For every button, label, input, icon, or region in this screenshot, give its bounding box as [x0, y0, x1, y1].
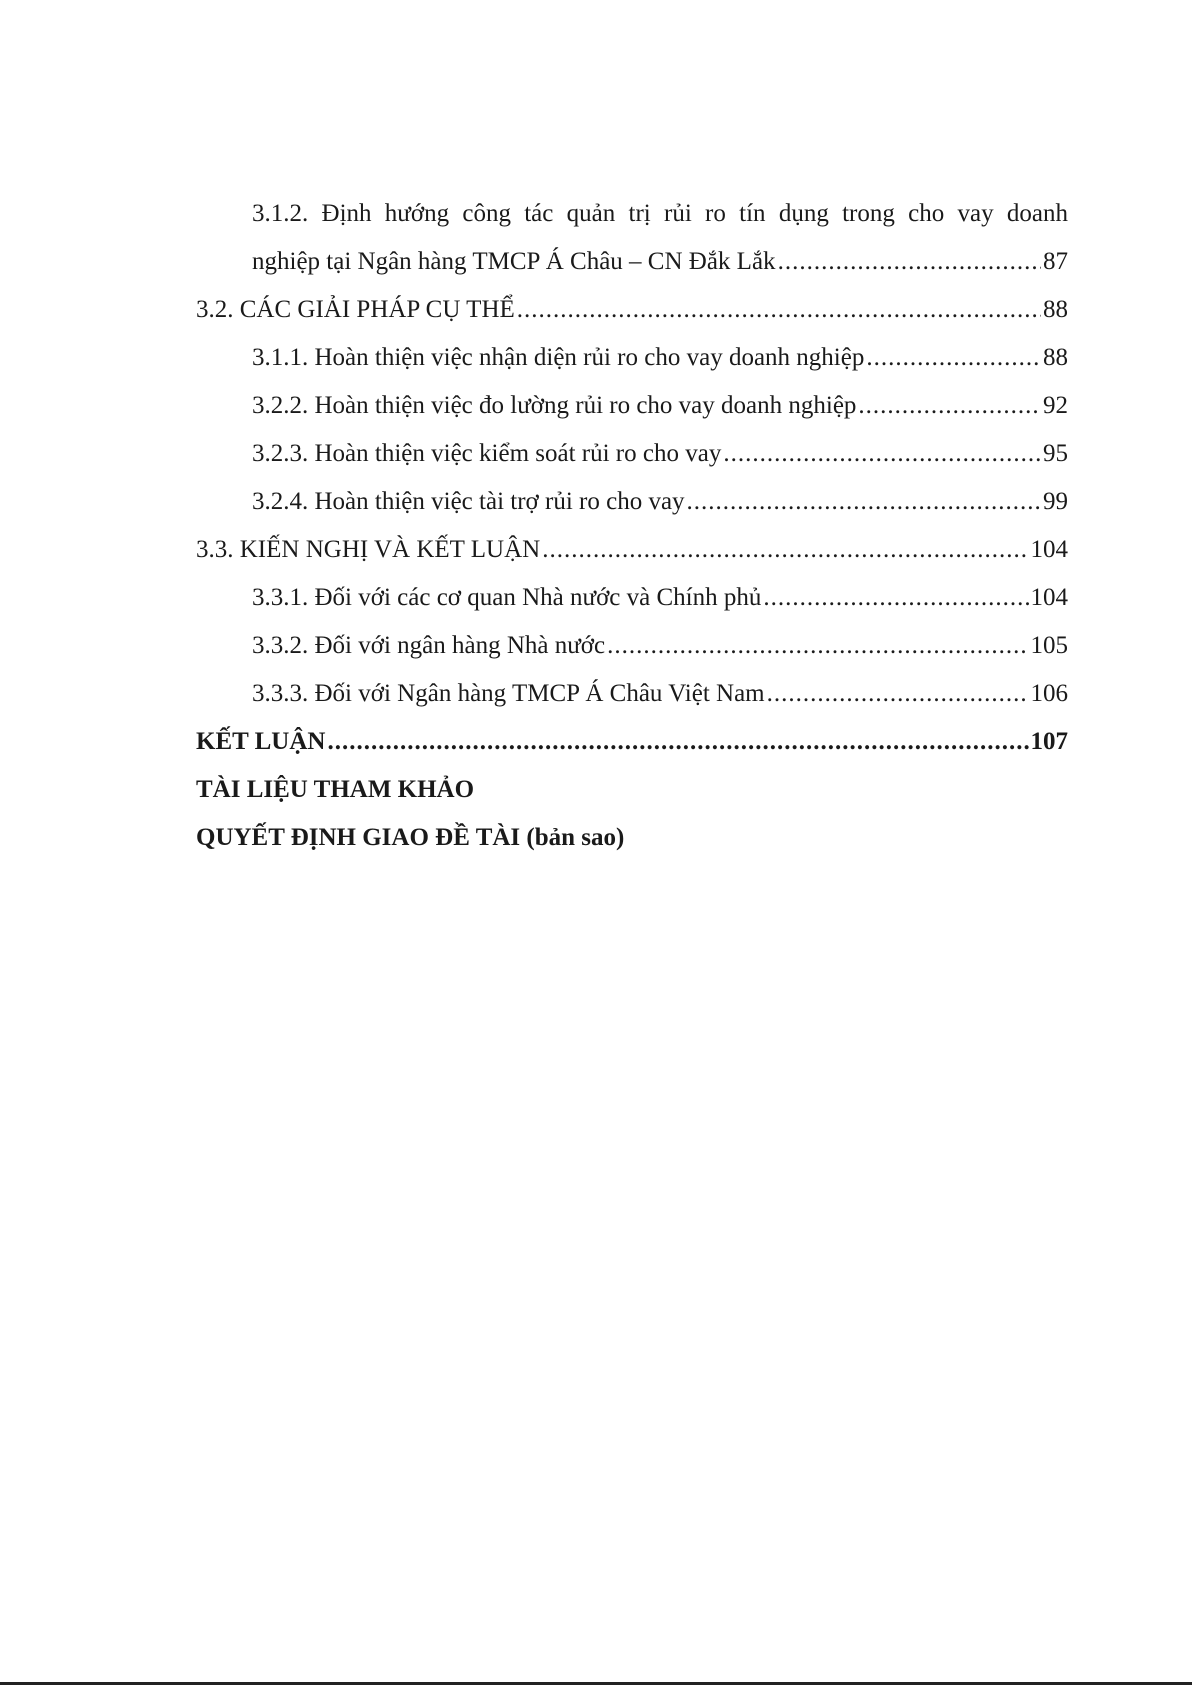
toc-entry-title-line2: nghiệp tại Ngân hàng TMCP Á Châu – CN Đắk Lắk	[252, 248, 776, 275]
toc-entry-3-3-3[interactable]	[196, 670, 1068, 718]
toc-entry-3-3[interactable]	[196, 526, 1068, 574]
toc-entry-3-2-3[interactable]	[196, 430, 1068, 478]
toc-entry-title: TÀI LIỆU THAM KHẢO	[196, 776, 475, 803]
toc-entry-title: 3.1.1. Hoàn thiện việc nhận diện rủi ro cho vay doanh nghiệp	[252, 344, 865, 371]
toc-entry-title: 3.2.3. Hoàn thiện việc kiểm soát rủi ro cho vay	[252, 440, 722, 467]
toc-page-number: 99	[1043, 488, 1068, 515]
toc-entry-title: KẾT LUẬN	[196, 728, 326, 755]
toc-page-number: 95	[1043, 440, 1068, 467]
toc-entry-title: QUYẾT ĐỊNH GIAO ĐỀ TÀI (bản sao)	[196, 824, 625, 851]
toc-entry-3-1-2-cont[interactable]	[196, 238, 1068, 286]
toc-leader-dots	[866, 334, 1041, 382]
toc-entry-title: 3.2. CÁC GIẢI PHÁP CỤ THỂ	[196, 296, 515, 323]
toc-entry-references[interactable]	[196, 766, 1068, 814]
toc-entry-ket-luan[interactable]	[196, 718, 1068, 766]
toc-entry-title: 3.2.4. Hoàn thiện việc tài trợ rủi ro cho vay	[252, 488, 685, 515]
toc-entry-3-2-4[interactable]	[196, 478, 1068, 526]
toc-leader-dots	[687, 478, 1041, 526]
toc-leader-dots	[763, 574, 1028, 622]
toc-leader-dots	[723, 430, 1041, 478]
toc-leader-dots	[778, 238, 1041, 286]
toc-entry-3-2-2[interactable]	[196, 382, 1068, 430]
toc-page-number: 106	[1030, 680, 1068, 707]
toc-entry-title: 3.2.2. Hoàn thiện việc đo lường rủi ro cho vay doanh nghiệp	[252, 392, 857, 419]
toc-entry-title: 3.3.2. Đối với ngân hàng Nhà nước	[252, 632, 606, 659]
toc-entry-decision-copy[interactable]	[196, 814, 1068, 862]
toc-page-number: 104	[1030, 536, 1068, 563]
toc-entry-title: 3.3.1. Đối với các cơ quan Nhà nước và Chính phủ	[252, 584, 762, 611]
toc-entry-title: 3.3. KIẾN NGHỊ VÀ KẾT LUẬN	[196, 536, 541, 563]
toc-page-number: 105	[1030, 632, 1068, 659]
toc-entry-3-3-1[interactable]	[196, 574, 1068, 622]
toc-entry-title-line1: 3.1.2. Định hướng công tác quản trị rủi ro tín dụng trong cho vay doanh	[252, 200, 1068, 227]
toc-entry-title: 3.3.3. Đối với Ngân hàng TMCP Á Châu Việt Nam	[252, 680, 765, 707]
toc-leader-dots	[327, 718, 1028, 766]
toc-page-number: 107	[1030, 728, 1068, 755]
toc-page-number: 88	[1043, 344, 1068, 371]
toc-entry-3-1-1[interactable]	[196, 334, 1068, 382]
toc-page-number: 88	[1043, 296, 1068, 323]
toc-leader-dots	[767, 670, 1029, 718]
toc-leader-dots	[607, 622, 1028, 670]
toc-page-number: 104	[1030, 584, 1068, 611]
toc-entry-3-2[interactable]	[196, 286, 1068, 334]
toc-leader-dots	[517, 286, 1041, 334]
toc-page-number: 87	[1043, 248, 1068, 275]
toc-leader-dots	[542, 526, 1028, 574]
toc-leader-dots	[858, 382, 1041, 430]
toc-entry-3-3-2[interactable]	[196, 622, 1068, 670]
toc-entry-3-1-2[interactable]	[196, 190, 1068, 238]
table-of-contents	[196, 190, 1068, 862]
toc-page-number: 92	[1043, 392, 1068, 419]
